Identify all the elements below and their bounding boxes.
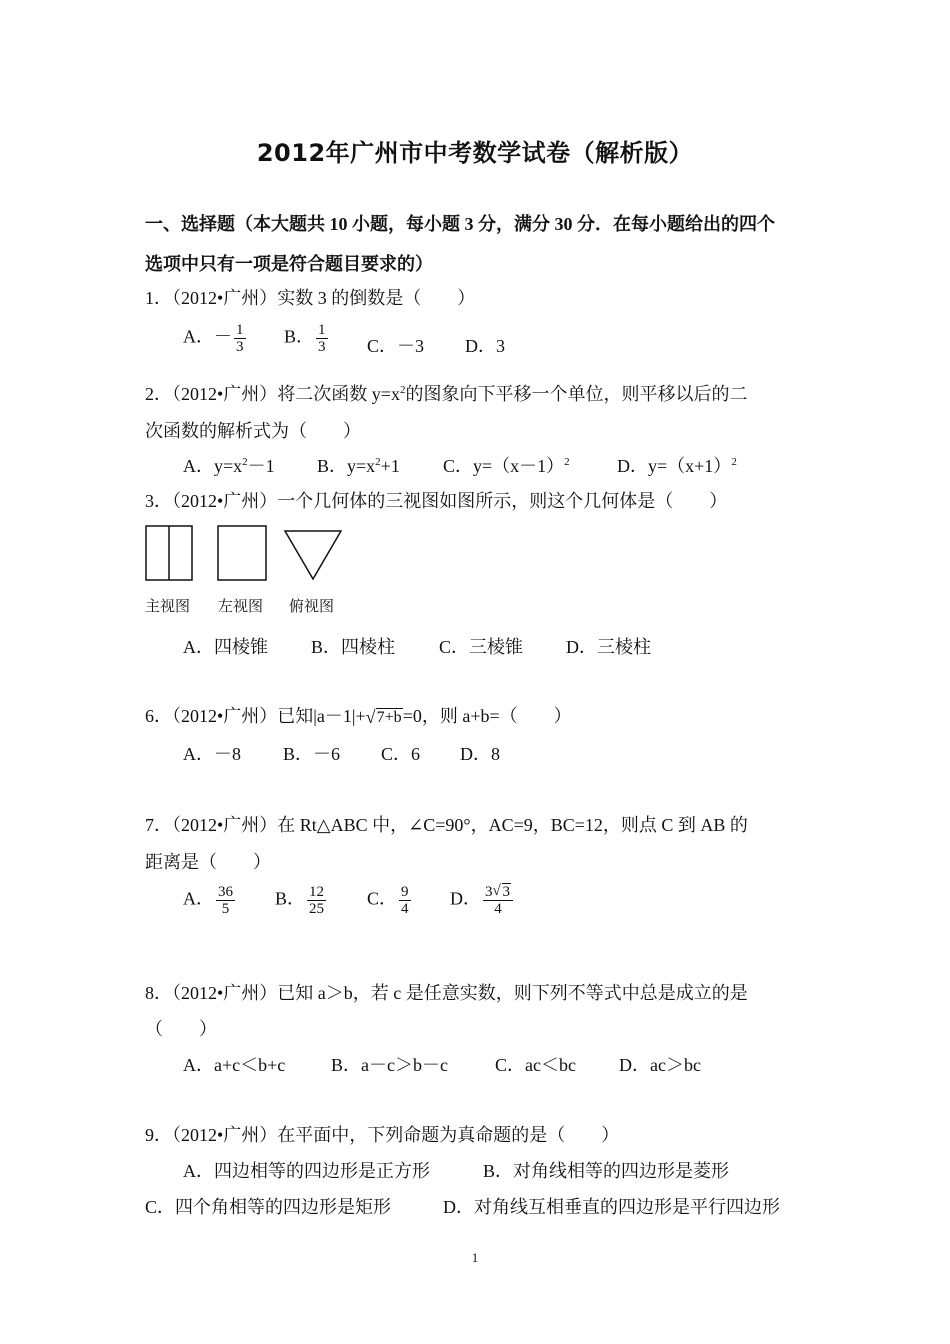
fraction xyxy=(307,884,326,917)
numerator xyxy=(483,884,513,901)
question-3-stem: 3．（2012•广州）一个几何体的三视图如图所示，则这个几何体是（ ） xyxy=(145,491,728,511)
question-7-stem-line2: 距离是（ ） xyxy=(145,852,271,872)
question-6-option-b: B．－6 xyxy=(283,744,341,764)
question-7-option-c xyxy=(367,884,413,917)
question-1-option-b xyxy=(284,322,330,355)
numerator: 1 xyxy=(318,322,326,338)
numerator: 36 xyxy=(218,884,233,900)
question-9-stem: 9．（2012•广州）在平面中，下列命题为真命题的是（ ） xyxy=(145,1125,620,1145)
question-8-option-d: D．ac＞bc xyxy=(619,1055,701,1075)
question-3-option-a: A．四棱锥 xyxy=(183,637,268,657)
numerator: 12 xyxy=(309,884,325,900)
question-9-option-d: D．对角线互相垂直的四边形是平行四边形 xyxy=(443,1197,780,1217)
radical-sign: √ xyxy=(365,707,376,727)
question-2-stem-line2: 次函数的解析式为（ ） xyxy=(145,421,361,441)
option-label: D． xyxy=(450,888,481,909)
superscript: 2 xyxy=(242,456,248,468)
superscript: 2 xyxy=(564,456,570,468)
denominator: 3 xyxy=(318,339,326,355)
option-text: C．y=（x－1） xyxy=(443,456,565,476)
option-label: C． xyxy=(367,888,398,909)
square-root xyxy=(366,709,403,727)
fraction xyxy=(399,884,411,917)
superscript: 2 xyxy=(731,456,737,468)
numerator: 1 xyxy=(236,322,244,338)
three-view-figure xyxy=(145,525,355,620)
question-1-option-c: C．－3 xyxy=(367,336,425,356)
stem-text: =0，则 a+b=（ ） xyxy=(402,706,572,726)
page-title: 2012年广州市中考数学试卷（解析版） xyxy=(256,139,694,167)
section-heading-line2: 选项中只有一项是符合题目要求的） xyxy=(145,254,433,274)
front-view-label: 主视图 xyxy=(145,597,191,615)
numerator: 9 xyxy=(401,884,409,900)
question-9-option-c: C．四个角相等的四边形是矩形 xyxy=(145,1197,392,1217)
denominator: 25 xyxy=(309,901,325,917)
section-heading-line1: 一、选择题（本大题共 10 小题，每小题 3 分，满分 30 分．在每小题给出的四个 xyxy=(145,214,775,234)
stem-text: 6．（2012•广州）已知|a－1|+ xyxy=(145,706,366,726)
left-view-rect xyxy=(218,526,266,580)
question-9-option-a: A．四边相等的四边形是正方形 xyxy=(183,1161,430,1181)
three-view-drawing xyxy=(145,525,355,585)
question-6-option-c: C．6 xyxy=(381,744,421,764)
question-6-option-d: D．8 xyxy=(460,744,500,764)
option-text: A．y=x xyxy=(183,456,243,476)
question-1-option-d: D．3 xyxy=(465,336,505,356)
question-2-option-a xyxy=(183,452,275,478)
question-8-option-b: B．a－c＞b－c xyxy=(331,1055,448,1075)
question-8-option-c: C．ac＜bc xyxy=(495,1055,576,1075)
stem-text: 的图象向下平移一个单位，则平移以后的二 xyxy=(405,384,748,404)
stem-text: 2．（2012•广州）将二次函数 y=x xyxy=(145,384,400,404)
fraction xyxy=(216,884,235,917)
question-1-option-a xyxy=(183,322,248,355)
radicand: 3 xyxy=(502,884,510,900)
superscript: 2 xyxy=(399,384,406,396)
question-7-option-b xyxy=(275,884,328,917)
option-text: －1 xyxy=(247,456,275,476)
top-view-label: 俯视图 xyxy=(289,597,335,615)
option-label: A．－ xyxy=(183,326,232,347)
question-1-stem: 1．（2012•广州）实数 3 的倒数是（ ） xyxy=(145,288,476,308)
question-3-option-c: C．三棱锥 xyxy=(439,637,524,657)
radical-sign: √ xyxy=(492,883,501,899)
question-7-option-a xyxy=(183,884,237,917)
question-6-option-a: A．－8 xyxy=(183,744,241,764)
question-2-option-d xyxy=(617,452,737,478)
denominator: 5 xyxy=(221,901,230,917)
option-text: D．y=（x+1） xyxy=(617,456,732,476)
option-text: B．y=x xyxy=(317,456,376,476)
option-label: B． xyxy=(284,326,315,347)
question-8-option-a: A．a+c＜b+c xyxy=(183,1055,286,1075)
top-view-triangle xyxy=(285,531,341,579)
question-2-stem xyxy=(145,380,747,406)
question-3-option-b: B．四棱柱 xyxy=(311,637,396,657)
question-7-stem: 7．（2012•广州）在 Rt△ABC 中，∠C=90°，AC=9，BC=12，则点 C 到 AB 的 xyxy=(145,815,748,835)
option-text: +1 xyxy=(380,456,400,476)
denominator: 3 xyxy=(236,339,244,355)
superscript: 2 xyxy=(375,456,381,468)
fraction xyxy=(316,322,328,355)
question-2-option-b xyxy=(317,452,400,478)
question-9-option-b: B．对角线相等的四边形是菱形 xyxy=(483,1161,730,1181)
denominator: 4 xyxy=(494,901,502,917)
fraction xyxy=(483,884,513,917)
left-view-label: 左视图 xyxy=(218,597,264,615)
page-number: 1 xyxy=(471,1250,479,1265)
question-3-option-d: D．三棱柱 xyxy=(566,637,651,657)
question-6-stem xyxy=(145,702,572,728)
option-label: B． xyxy=(275,888,306,909)
radicand: 7+b xyxy=(376,709,402,726)
square-root xyxy=(493,884,512,900)
option-label: A． xyxy=(183,888,214,909)
fraction xyxy=(234,322,246,355)
question-8-stem: 8．（2012•广州）已知 a＞b，若 c 是任意实数，则下列不等式中总是成立的是 xyxy=(145,983,748,1003)
question-2-option-c xyxy=(443,452,570,478)
denominator: 4 xyxy=(401,901,409,917)
question-8-stem-line2: （ ） xyxy=(145,1019,217,1039)
question-7-option-d xyxy=(450,884,515,917)
coefficient: 3 xyxy=(485,884,493,900)
